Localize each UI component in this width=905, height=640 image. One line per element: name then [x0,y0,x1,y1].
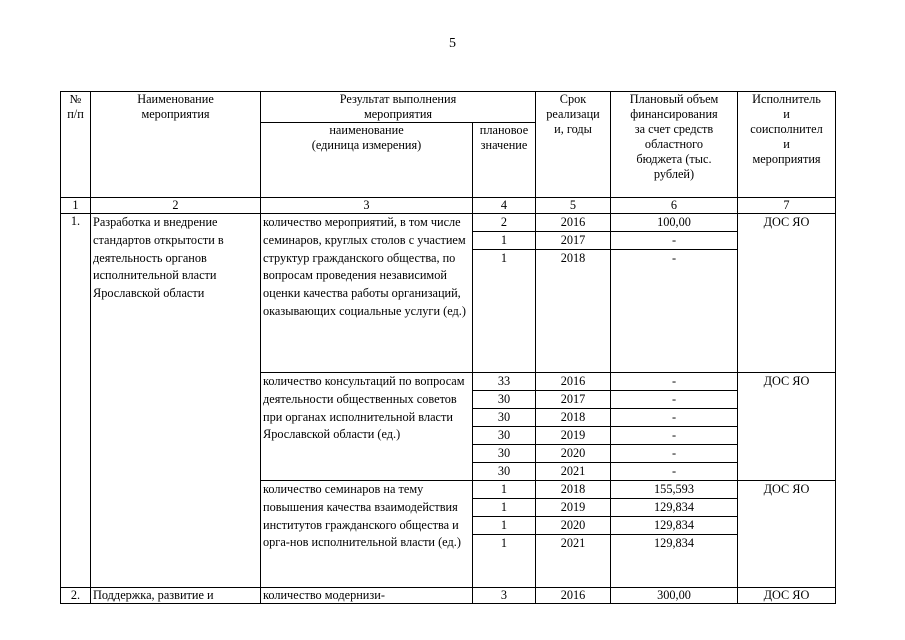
page-number: 5 [449,36,456,51]
plan-value: 30 [473,445,536,463]
funding-volume: - [611,373,738,391]
term-year: 2018 [536,250,611,373]
header-term: Срок реализаци и, годы [536,92,611,198]
column-number: 2 [91,198,261,214]
result-name: количество семинаров на тему повышения качества взаимодействия институтов гражданского общества и орга-нов исполнительной власти (ед.) [261,481,473,588]
table-row [61,588,836,604]
plan-value: 33 [473,373,536,391]
funding-volume: - [611,463,738,481]
funding-volume: - [611,427,738,445]
plan-value: 1 [473,250,536,373]
funding-volume: - [611,232,738,250]
header-result-plan: плановое значение [473,123,536,198]
term-year: 2021 [536,535,611,588]
term-year: 2021 [536,463,611,481]
activity-name: Поддержка, развитие и [91,588,261,604]
funding-volume: 300,00 [611,588,738,604]
funding-volume: - [611,445,738,463]
plan-value: 1 [473,517,536,535]
plan-value: 30 [473,391,536,409]
plan-value: 1 [473,481,536,499]
header-volume: Плановый объем финансирования за счет средств областного бюджета (тыс. рублей) [611,92,738,198]
funding-volume: 129,834 [611,517,738,535]
term-year: 2019 [536,499,611,517]
executor: ДОС ЯО [738,373,836,481]
table-row [61,214,836,232]
header-num: № п/п [61,92,91,198]
term-year: 2018 [536,409,611,427]
header-result: Результат выполнения мероприятия [261,92,536,123]
row-number: 2. [61,588,91,604]
term-year: 2017 [536,232,611,250]
column-number: 4 [473,198,536,214]
plan-value: 30 [473,409,536,427]
result-name: количество консультаций по вопросам деятельности общественных советов при органах исполнительной власти Ярославской области (ед.) [261,373,473,481]
plan-value: 1 [473,535,536,588]
term-year: 2018 [536,481,611,499]
column-number: 6 [611,198,738,214]
term-year: 2016 [536,373,611,391]
funding-volume: - [611,409,738,427]
activity-name: Разработка и внедрение стандартов открытости в деятельность органов исполнительной власти Ярославской области [91,214,261,588]
column-number: 7 [738,198,836,214]
funding-volume: 100,00 [611,214,738,232]
plan-value: 1 [473,499,536,517]
plan-value: 30 [473,427,536,445]
funding-volume: 129,834 [611,499,738,517]
header-name: Наименование мероприятия [91,92,261,198]
executor: ДОС ЯО [738,588,836,604]
plan-value: 30 [473,463,536,481]
executor: ДОС ЯО [738,481,836,588]
row-number: 1. [61,214,91,588]
term-year: 2017 [536,391,611,409]
funding-volume: 155,593 [611,481,738,499]
header-result-name: наименование (единица измерения) [261,123,473,198]
term-year: 2019 [536,427,611,445]
funding-volume: - [611,250,738,373]
term-year: 2016 [536,588,611,604]
plan-value: 3 [473,588,536,604]
activities-table [60,91,836,604]
plan-value: 1 [473,232,536,250]
funding-volume: - [611,391,738,409]
result-name: количество мероприятий, в том числе семинаров, круглых столов с участием структур гражданского общества, по вопросам проведения независимой оценки качества работы организаций, оказывающих социальные услуги (ед.) [261,214,473,373]
column-numbers-row [61,198,836,214]
plan-value: 2 [473,214,536,232]
column-number: 5 [536,198,611,214]
result-name: количество модернизи- [261,588,473,604]
header-executor: Исполнитель и соисполнител и мероприятия [738,92,836,198]
term-year: 2020 [536,517,611,535]
funding-volume: 129,834 [611,535,738,588]
term-year: 2016 [536,214,611,232]
term-year: 2020 [536,445,611,463]
executor: ДОС ЯО [738,214,836,373]
column-number: 3 [261,198,473,214]
column-number: 1 [61,198,91,214]
